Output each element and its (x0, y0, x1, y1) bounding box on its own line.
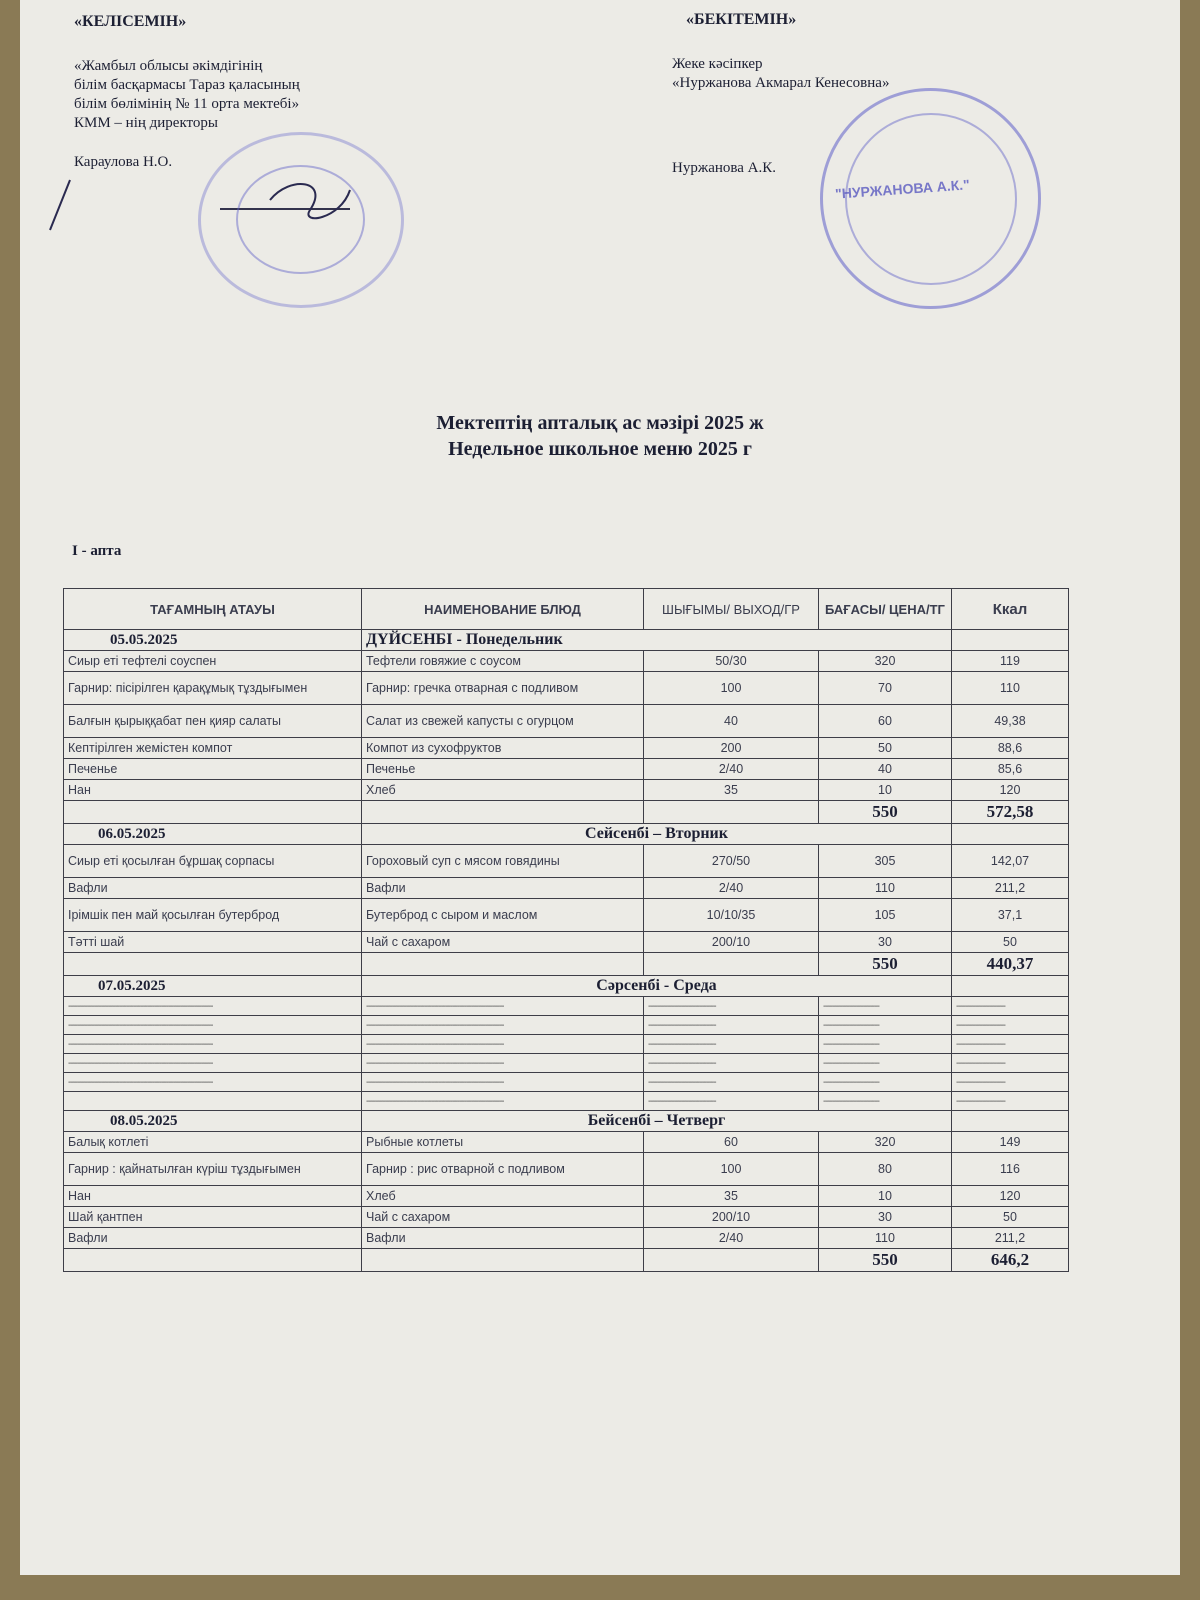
col-header: НАИМЕНОВАНИЕ БЛЮД (362, 589, 644, 630)
table-row (64, 1207, 1069, 1228)
title-ru: Недельное школьное меню 2025 г (448, 438, 752, 460)
day-date: 05.05.2025 (64, 630, 362, 651)
approve-right-line: Жеке кәсіпкер (672, 56, 763, 72)
approve-right-line: «Нуржанова Акмарал Кенесовна» (672, 75, 890, 91)
dish-kz: Кептірілген жемістен компот (64, 738, 362, 759)
dish-output: 270/50 (644, 845, 819, 878)
dash-row: -------------------------------------------------------------- ----------------------------------------------------------- ----------------------------- ------------------------ --------------------- (64, 1016, 1069, 1035)
col-header: ШЫҒЫМЫ/ ВЫХОД/ГР (644, 589, 819, 630)
table-row (64, 738, 1069, 759)
dish-price: 305 (819, 845, 952, 878)
dish-kcal: 211,2 (952, 878, 1069, 899)
dish-price: 10 (819, 780, 952, 801)
table-row (64, 651, 1069, 672)
table-row (64, 1186, 1069, 1207)
dish-ru: Гарнир: гречка отварная с подливом (362, 672, 644, 705)
dish-price: 110 (819, 878, 952, 899)
col-header: Ккал (952, 589, 1069, 630)
day-date: 06.05.2025 (64, 824, 362, 845)
approve-left-line: КММ – нің директоры (74, 115, 218, 131)
dish-kz: Балғын қырыққабат пен қияр салаты (64, 705, 362, 738)
table-row (64, 1132, 1069, 1153)
approve-left-line: білім бөлімінің № 11 орта мектебі» (74, 96, 300, 112)
table-header-row (64, 589, 1069, 630)
dish-output: 200/10 (644, 932, 819, 953)
table-row (64, 1228, 1069, 1249)
dish-output: 100 (644, 672, 819, 705)
day-name: Сәрсенбі - Среда (362, 976, 952, 997)
dish-kcal: 116 (952, 1153, 1069, 1186)
table-row (64, 932, 1069, 953)
dish-kcal: 37,1 (952, 899, 1069, 932)
dish-kcal: 110 (952, 672, 1069, 705)
dish-kz: Балық котлеті (64, 1132, 362, 1153)
col-header: ТАҒАМНЫҢ АТАУЫ (64, 589, 362, 630)
total-price: 550 (819, 953, 952, 976)
total-price: 550 (819, 801, 952, 824)
dish-kcal: 50 (952, 932, 1069, 953)
dish-price: 40 (819, 759, 952, 780)
total-kcal: 646,2 (952, 1249, 1069, 1272)
dish-kcal: 49,38 (952, 705, 1069, 738)
table-row (64, 845, 1069, 878)
day-date: 08.05.2025 (64, 1111, 362, 1132)
week-label: I - апта (72, 543, 122, 559)
dish-kz: Сиыр еті тефтелі соуспен (64, 651, 362, 672)
dash-row: -------------------------------------------------------------- ----------------------------------------------------------- ----------------------------- ------------------------ --------------------- (64, 1054, 1069, 1073)
dish-kz: Гарнир : қайнатылған күріш тұздығымен (64, 1153, 362, 1186)
dish-output: 35 (644, 1186, 819, 1207)
dish-kz: Вафли (64, 878, 362, 899)
dish-price: 105 (819, 899, 952, 932)
dish-ru: Компот из сухофруктов (362, 738, 644, 759)
dish-price: 50 (819, 738, 952, 759)
dish-ru: Хлеб (362, 780, 644, 801)
dish-price: 320 (819, 1132, 952, 1153)
dish-kz: Сиыр еті қосылған бұршақ сорпасы (64, 845, 362, 878)
dish-kz: Гарнир: пісірілген қарақұмық тұздығымен (64, 672, 362, 705)
dish-kz: Нан (64, 1186, 362, 1207)
dish-ru: Вафли (362, 878, 644, 899)
dish-kcal: 120 (952, 1186, 1069, 1207)
total-kcal: 572,58 (952, 801, 1069, 824)
dish-price: 30 (819, 932, 952, 953)
day-name: Бейсенбі – Четверг (362, 1111, 952, 1132)
col-header: БАҒАСЫ/ ЦЕНА/ТГ (819, 589, 952, 630)
document-page (20, 0, 1180, 1575)
table-row (64, 672, 1069, 705)
dish-kcal: 211,2 (952, 1228, 1069, 1249)
dish-kcal: 149 (952, 1132, 1069, 1153)
dish-price: 70 (819, 672, 952, 705)
dish-ru: Салат из свежей капусты с огурцом (362, 705, 644, 738)
dish-ru: Чай с сахаром (362, 1207, 644, 1228)
dish-price: 320 (819, 651, 952, 672)
dish-price: 30 (819, 1207, 952, 1228)
dish-kcal: 120 (952, 780, 1069, 801)
day-date: 07.05.2025 (64, 976, 362, 997)
dish-kcal: 88,6 (952, 738, 1069, 759)
dish-kz: Нан (64, 780, 362, 801)
stamp-right-text: "НУРЖАНОВА А.К." (834, 176, 971, 202)
day-name: ДҮЙСЕНБІ - Понедельник (362, 630, 952, 651)
dish-ru: Гарнир : рис отварной с подливом (362, 1153, 644, 1186)
dish-ru: Вафли (362, 1228, 644, 1249)
dish-output: 200/10 (644, 1207, 819, 1228)
dish-kz: Печенье (64, 759, 362, 780)
dish-ru: Хлеб (362, 1186, 644, 1207)
dish-output: 200 (644, 738, 819, 759)
dash-row: -------------------------------------------------------------- ----------------------------------------------------------- ----------------------------- ------------------------ --------------------- (64, 1035, 1069, 1054)
dish-output: 10/10/35 (644, 899, 819, 932)
total-kcal: 440,37 (952, 953, 1069, 976)
dish-output: 60 (644, 1132, 819, 1153)
approve-left-line: білім басқармасы Тараз қаласының (74, 77, 300, 93)
dish-price: 10 (819, 1186, 952, 1207)
dish-output: 2/40 (644, 878, 819, 899)
dish-kcal: 50 (952, 1207, 1069, 1228)
dish-ru: Бутерброд с сыром и маслом (362, 899, 644, 932)
dish-output: 100 (644, 1153, 819, 1186)
dish-kz: Шай қантпен (64, 1207, 362, 1228)
dash-row: -------------------------------------------------------------- ----------------------------------------------------------- ----------------------------- ------------------------ --------------------- (64, 1073, 1069, 1092)
approve-right-signer: Нуржанова А.К. (672, 160, 777, 176)
dish-kcal: 85,6 (952, 759, 1069, 780)
dish-output: 2/40 (644, 759, 819, 780)
day-wednesday (64, 976, 1069, 1111)
dish-output: 50/30 (644, 651, 819, 672)
dish-ru: Гороховый суп с мясом говядины (362, 845, 644, 878)
day-monday (64, 630, 1069, 824)
stamp-left (198, 132, 404, 308)
dish-output: 2/40 (644, 1228, 819, 1249)
dish-kcal: 119 (952, 651, 1069, 672)
dish-price: 110 (819, 1228, 952, 1249)
total-row (64, 1249, 1069, 1272)
stamp-right (820, 88, 1041, 309)
dish-ru: Рыбные котлеты (362, 1132, 644, 1153)
approve-right-heading: «БЕКІТЕМІН» (686, 11, 797, 28)
dish-price: 80 (819, 1153, 952, 1186)
table-row (64, 899, 1069, 932)
dish-ru: Печенье (362, 759, 644, 780)
dish-output: 40 (644, 705, 819, 738)
table-row (64, 759, 1069, 780)
dish-output: 35 (644, 780, 819, 801)
dish-kz: Тәтті шай (64, 932, 362, 953)
day-tuesday (64, 824, 1069, 976)
table-row (64, 878, 1069, 899)
total-row (64, 953, 1069, 976)
day-thursday (64, 1111, 1069, 1272)
dash-row: ----------------------------------------------------------- ----------------------------- ------------------------ --------------------- (64, 1092, 1069, 1111)
total-price: 550 (819, 1249, 952, 1272)
dish-kz: Ірімшік пен май қосылған бутерброд (64, 899, 362, 932)
table-row (64, 705, 1069, 738)
dish-price: 60 (819, 705, 952, 738)
dash-row: -------------------------------------------------------------- ----------------------------------------------------------- ----------------------------- ------------------------ --------------------- (64, 997, 1069, 1016)
menu-table (63, 588, 1069, 1272)
approve-left-signer: Караулова Н.О. (74, 154, 173, 170)
approve-left-heading: «КЕЛІСЕМІН» (74, 13, 187, 30)
dish-ru: Тефтели говяжие с соусом (362, 651, 644, 672)
total-row (64, 801, 1069, 824)
dish-kz: Вафли (64, 1228, 362, 1249)
title-kz: Мектептің апталық ас мәзірі 2025 ж (436, 412, 764, 434)
dish-kcal: 142,07 (952, 845, 1069, 878)
approve-left-line: «Жамбыл облысы әкімдігінің (74, 58, 263, 74)
table-row (64, 1153, 1069, 1186)
day-name: Сейсенбі – Вторник (362, 824, 952, 845)
dish-ru: Чай с сахаром (362, 932, 644, 953)
table-row (64, 780, 1069, 801)
